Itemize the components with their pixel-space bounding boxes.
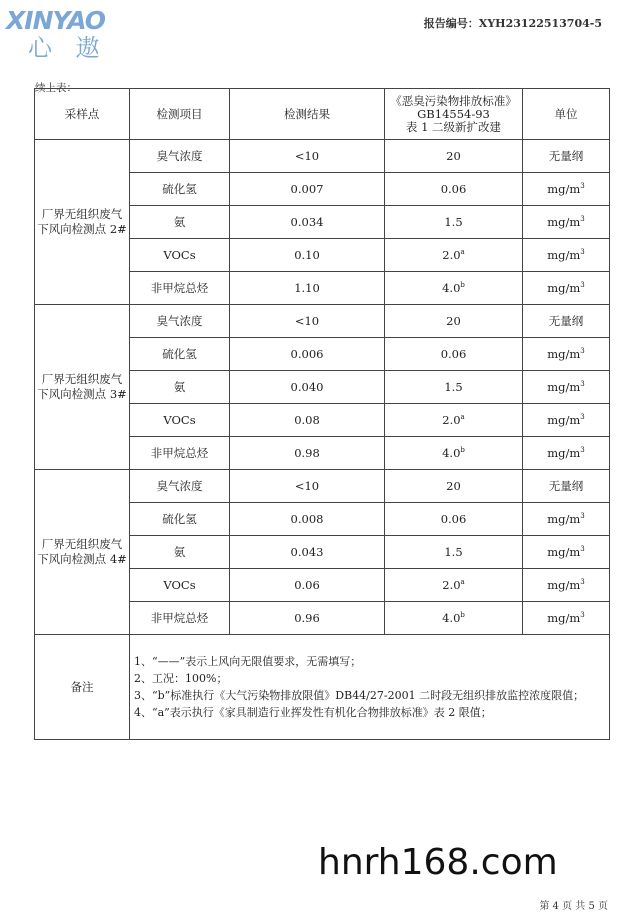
standard-limit	[385, 173, 523, 206]
test-item-text: 非甲烷总烃	[150, 611, 209, 625]
sampling-point	[35, 305, 130, 470]
test-item	[130, 272, 230, 305]
test-item-text: 硫化氢	[162, 512, 197, 526]
unit-text: mg/m	[547, 347, 581, 361]
unit-text: mg/m	[547, 413, 581, 427]
test-item	[130, 371, 230, 404]
standard-limit-text: 0.06	[440, 182, 467, 196]
test-item-text: 硫化氢	[162, 347, 197, 361]
unit-text: mg/m	[547, 215, 581, 229]
test-result-text: 0.98	[294, 446, 320, 460]
standard-limit-text: 20	[446, 479, 461, 493]
sampling-point-line1: 厂界无组织废气	[41, 372, 123, 386]
test-result	[230, 602, 385, 635]
notes-row	[35, 635, 610, 740]
unit-text: mg/m	[547, 446, 581, 460]
table-row	[35, 470, 610, 503]
test-item-text: VOCs	[163, 413, 196, 427]
header-item: 检测项目	[130, 89, 230, 140]
logo-chinese: 心 遨	[28, 34, 108, 62]
test-result	[230, 206, 385, 239]
unit-text: mg/m	[547, 611, 581, 625]
standard-limit	[385, 140, 523, 173]
test-result-text: <10	[294, 149, 320, 163]
test-item-text: 氨	[173, 380, 186, 394]
unit-sup: 3	[580, 545, 585, 553]
notes-content	[130, 635, 610, 740]
unit	[523, 338, 610, 371]
standard-limit-text: 0.06	[440, 512, 467, 526]
test-result-text: 0.08	[294, 413, 320, 427]
unit-text: mg/m	[547, 248, 581, 262]
standard-limit	[385, 338, 523, 371]
unit-text: mg/m	[547, 281, 581, 295]
test-result-text: 0.034	[290, 215, 324, 229]
unit-sup: 3	[580, 380, 585, 388]
logo-english: XINYAO	[6, 6, 106, 35]
test-result-text: 0.06	[294, 578, 320, 592]
unit-sup: 3	[580, 248, 585, 256]
test-result	[230, 371, 385, 404]
standard-limit-text: 1.5	[444, 215, 463, 229]
unit	[523, 470, 610, 503]
unit-text: mg/m	[547, 578, 581, 592]
sampling-point	[35, 140, 130, 305]
table-row	[35, 140, 610, 173]
test-item-text: VOCs	[163, 248, 196, 262]
report-number: 报告编号：XYH23122513704-5	[423, 17, 602, 30]
standard-limit	[385, 503, 523, 536]
header-standard-line2: GB14554-93	[417, 106, 490, 121]
test-item	[130, 173, 230, 206]
test-item-text: 臭气浓度	[156, 314, 203, 328]
sampling-point-line2: 下风向检测点 3#	[37, 387, 127, 401]
sampling-point-line1: 厂界无组织废气	[41, 207, 123, 221]
unit	[523, 536, 610, 569]
test-result	[230, 305, 385, 338]
standard-limit	[385, 569, 523, 602]
unit-text: mg/m	[547, 545, 581, 559]
test-item-text: 氨	[173, 545, 186, 559]
unit	[523, 272, 610, 305]
unit-sup: 3	[580, 413, 585, 421]
test-result-text: 0.96	[294, 611, 320, 625]
standard-limit	[385, 536, 523, 569]
standard-limit-text: 2.0	[442, 248, 461, 262]
test-item	[130, 536, 230, 569]
unit-sup: 3	[580, 182, 585, 190]
test-item	[130, 239, 230, 272]
standard-limit	[385, 437, 523, 470]
standard-limit	[385, 239, 523, 272]
standard-limit-text: 0.06	[440, 347, 467, 361]
test-result	[230, 140, 385, 173]
test-item	[130, 437, 230, 470]
test-result-text: 0.008	[290, 512, 324, 526]
unit	[523, 371, 610, 404]
standard-limit-sup: a	[460, 413, 465, 421]
table-header-row	[35, 89, 610, 140]
test-item	[130, 404, 230, 437]
standard-limit-text: 20	[446, 314, 461, 328]
test-item	[130, 338, 230, 371]
standard-limit	[385, 206, 523, 239]
standard-limit	[385, 305, 523, 338]
unit	[523, 173, 610, 206]
sampling-point-line2: 下风向检测点 4#	[37, 552, 127, 566]
standard-limit-sup: b	[460, 446, 465, 454]
test-item	[130, 140, 230, 173]
standard-limit	[385, 470, 523, 503]
note-2: 2、工况：100%；	[134, 672, 228, 685]
standard-limit-sup: a	[460, 248, 465, 256]
test-item-text: 非甲烷总烃	[150, 446, 209, 460]
page-number: 第 4 页 共 5 页	[539, 901, 608, 912]
test-item-text: 臭气浓度	[156, 149, 203, 163]
test-item-text: 非甲烷总烃	[150, 281, 209, 295]
test-result	[230, 404, 385, 437]
standard-limit	[385, 602, 523, 635]
sampling-point-line2: 下风向检测点 2#	[37, 222, 127, 236]
standard-limit-sup: b	[460, 281, 465, 289]
test-result-text: 1.10	[294, 281, 320, 295]
test-result-text: 0.10	[294, 248, 320, 262]
test-item	[130, 503, 230, 536]
note-1: 1、“——”表示上风向无限值要求，无需填写；	[134, 655, 362, 668]
unit-text: 无量纲	[548, 149, 584, 163]
test-result	[230, 536, 385, 569]
note-3: 3、“b”标准执行《大气污染物排放限值》DB44/27-2001 二时段无组织排放监控浓度限值；	[134, 689, 585, 702]
unit	[523, 602, 610, 635]
unit-sup: 3	[580, 512, 585, 520]
unit	[523, 404, 610, 437]
standard-limit	[385, 404, 523, 437]
standard-limit-text: 4.0	[442, 611, 461, 625]
test-result	[230, 503, 385, 536]
standard-limit-text: 1.5	[444, 545, 463, 559]
standard-limit-text: 20	[446, 149, 461, 163]
sampling-point-line1: 厂界无组织废气	[41, 537, 123, 551]
test-item-text: VOCs	[163, 578, 196, 592]
standard-limit-text: 4.0	[442, 446, 461, 460]
test-result-text: 0.007	[290, 182, 324, 196]
standard-limit	[385, 272, 523, 305]
site-watermark: hnrh168.com	[318, 842, 558, 883]
unit-text: mg/m	[547, 380, 581, 394]
unit	[523, 305, 610, 338]
unit-sup: 3	[580, 215, 585, 223]
unit	[523, 503, 610, 536]
unit-sup: 3	[580, 446, 585, 454]
test-result	[230, 569, 385, 602]
table-row	[35, 305, 610, 338]
standard-limit-text: 4.0	[442, 281, 461, 295]
unit-sup: 3	[580, 578, 585, 586]
test-result	[230, 470, 385, 503]
standard-limit-sup: a	[460, 578, 465, 586]
test-item-text: 臭气浓度	[156, 479, 203, 493]
test-item	[130, 206, 230, 239]
notes-label: 备注	[35, 635, 130, 740]
unit	[523, 569, 610, 602]
test-item-text: 氨	[173, 215, 186, 229]
unit-text: mg/m	[547, 512, 581, 526]
test-result-text: <10	[294, 479, 320, 493]
standard-limit-text: 2.0	[442, 578, 461, 592]
unit	[523, 239, 610, 272]
unit-text: mg/m	[547, 182, 581, 196]
standard-limit-sup: b	[460, 611, 465, 619]
header-point: 采样点	[35, 89, 130, 140]
unit-sup: 3	[580, 347, 585, 355]
results-table	[34, 88, 610, 740]
standard-limit	[385, 371, 523, 404]
header-standard	[385, 89, 523, 140]
test-item	[130, 470, 230, 503]
test-result	[230, 338, 385, 371]
unit-sup: 3	[580, 611, 585, 619]
test-result	[230, 173, 385, 206]
test-result	[230, 437, 385, 470]
unit-text: 无量纲	[548, 314, 584, 328]
standard-limit-text: 2.0	[442, 413, 461, 427]
test-item-text: 硫化氢	[162, 182, 197, 196]
test-result	[230, 239, 385, 272]
unit-text: 无量纲	[548, 479, 584, 493]
test-result	[230, 272, 385, 305]
test-result-text: 0.040	[290, 380, 324, 394]
unit-sup: 3	[580, 281, 585, 289]
test-item	[130, 305, 230, 338]
header-standard-line3: 表 1 二级新扩改建	[405, 119, 502, 134]
sampling-point	[35, 470, 130, 635]
standard-limit-text: 1.5	[444, 380, 463, 394]
header-result: 检测结果	[230, 89, 385, 140]
test-result-text: 0.006	[290, 347, 324, 361]
test-result-text: 0.043	[290, 545, 324, 559]
unit	[523, 437, 610, 470]
unit	[523, 140, 610, 173]
note-4: 4、“a”表示执行《家具制造行业挥发性有机化合物排放标准》表 2 限值；	[134, 706, 492, 719]
header-standard-line1: 《恶臭污染物排放标准》	[390, 93, 517, 108]
test-result-text: <10	[294, 314, 320, 328]
company-logo	[6, 8, 116, 62]
test-item	[130, 602, 230, 635]
continued-label: 续上表：	[35, 82, 77, 94]
unit	[523, 206, 610, 239]
header-unit: 单位	[523, 89, 610, 140]
test-item	[130, 569, 230, 602]
